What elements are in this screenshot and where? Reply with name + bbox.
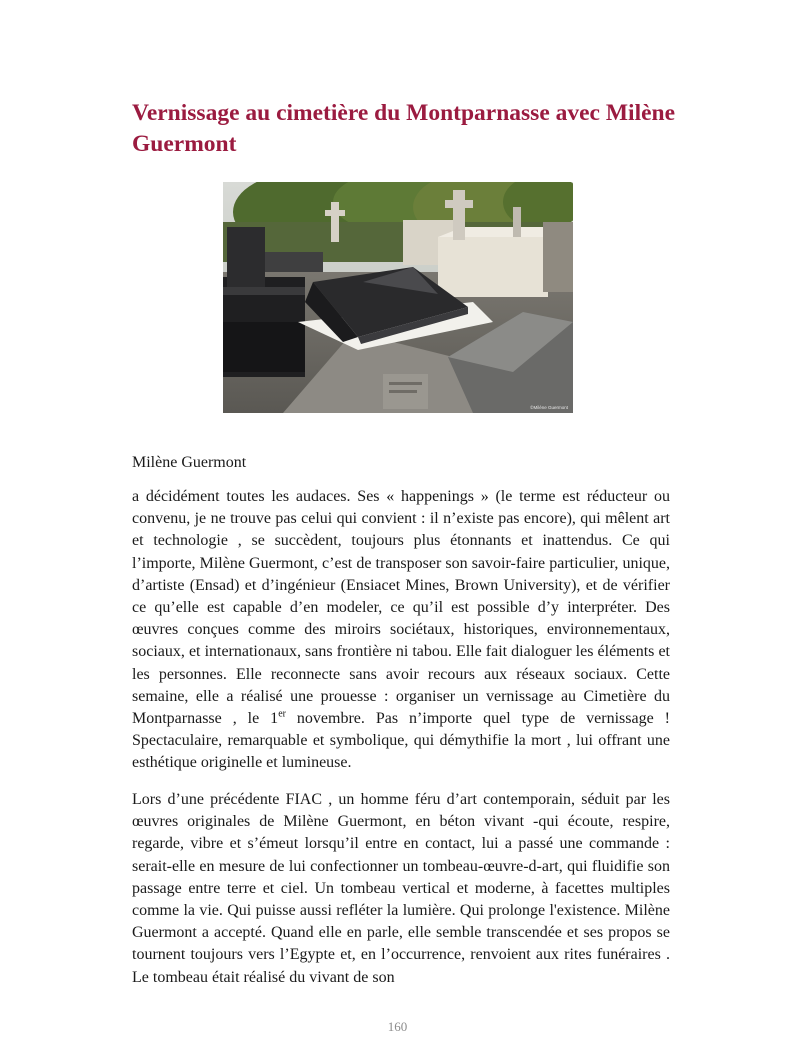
author-name: Milène Guermont [132,454,247,471]
paragraph-1-text: a décidément toutes les audaces. Ses « happenings » (le terme est réducteur ou convenu, je ne trouve pas celui qui convient : il n’existe pas encore), qui mêlent art et technologie , se succèdent, toujours plus étonnants et inattendus. Ce qui l’importe, Milène Guermont, c’est de transposer son savoir-faire particulier, unique, d’artiste (Ensad) et d’ingénieur (Ensiacet Mines, Brown University), et de vérifier ce qu’elle est capable d’en modeler, ce qu’il est possible d’y interpréter. Des œuvres conçues comme des miroirs sociétaux, historiques, environnementaux, sociaux, et internationaux, sans frontière ni tabou. Elle fait dialoguer les éléments et les personnes. Elle reconnecte sans avoir recours aux réseaux sociaux. Cette semaine, elle a réalisé une prouesse : organiser un vernissage au Cimetière du Montparnasse , le 1 [132,488,670,728]
page-number: 160 [387,1019,408,1034]
tomb-illustration [223,182,573,413]
cemetery-photo [223,182,573,413]
paragraph-2: Lors d’une précédente FIAC , un homme féru d’art contemporain, séduit par les œuvres originales de Milène Guermont, en béton vivant -qui écoute, respire, regarde, vibre et s’émeut lorsqu’il entre en contact, lui a passé une commande : serait-elle en mesure de lui confectionner un tombeau-œuvre-d-art, qui fluidifie son passage entre terre et ciel. Un tombeau vertical et moderne, à facettes multiples comme la vie. Qui puisse aussi refléter la lumière. Qui prolonge l'existence. Milène Guermont a accepté. Quand elle en parle, elle semble transcendée et ses propos se tournent toujours vers l’Egypte et, en l’occurrence, renvoient aux rites funéraires . Le tombeau était réalisé du vivant de son [132,791,670,986]
article-title: Vernissage au cimetière du Montparnasse avec Milène Guermont [132,100,676,157]
ordinal-superscript: er [278,708,286,720]
paragraph-1-text-end: novembre. Pas n’importe quel type de vernissage ! Spectaculaire, remarquable et symbolique, qui démythifie la mort , lui offrant une esthétique originelle et lumineuse. [132,710,670,772]
paragraph-1 [132,486,670,775]
photo-credit: ©Milène Guermont [530,405,568,410]
